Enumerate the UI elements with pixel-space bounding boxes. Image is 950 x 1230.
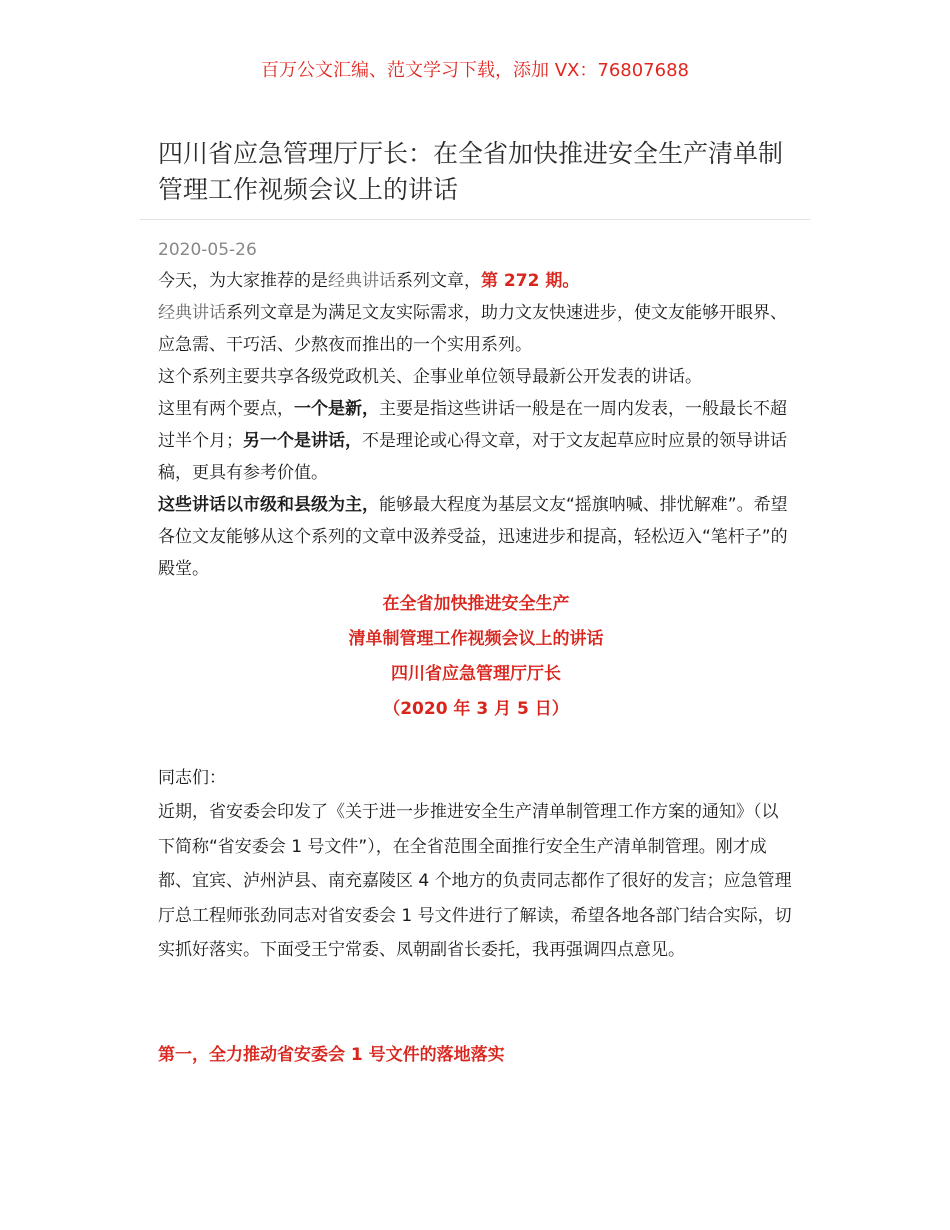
intro-paragraph-5 <box>158 489 794 585</box>
article-body <box>158 265 794 968</box>
key-point: 另一个是讲话， <box>243 431 362 451</box>
intro-text: 这里有两个要点， <box>158 399 294 419</box>
section-heading-1: 第一，全力推动省安委会 1 号文件的落地落实 <box>158 1045 505 1065</box>
key-point: 这些讲话以市级和县级为主， <box>158 495 379 515</box>
intro-text: 系列文章是为满足文友实际需求，助力文友快速进步，使文友能够开眼界、应急需、干巧活、少熬夜而推出的一个实用系列。 <box>158 303 787 355</box>
speech-heading <box>158 587 794 727</box>
series-name: 经典讲话 <box>328 271 396 291</box>
speech-title-line: 清单制管理工作视频会议上的讲话 <box>348 629 604 649</box>
intro-text: 主要是指这些讲话一般是在一周内发表，一般最长不超过半个月； <box>158 399 787 451</box>
speech-date: （2020 年 3 月 5 日） <box>383 699 569 719</box>
article-title: 四川省应急管理厅厅长：在全省加快推进安全生产清单制管理工作视频会议上的讲话 <box>158 139 784 204</box>
intro-paragraph-4 <box>158 393 794 489</box>
speech-paragraph-1: 近期，省安委会印发了《关于进一步推进安全生产清单制管理工作方案的通知》（以下简称“省安委会 1 号文件”），在全省范围全面推行安全生产清单制管理。刚才成都、宜宾、泸州泸县、南充嘉陵区 4 个地方的负责同志都作了很好的发言；应急管理厅总工程师张劲同志对省安委会 1 号文件进行了解读，希望各地各部门结合实际，切实抓好落实。下面受王宁常委、凤朝副省长委托，我再强调四点意见。 <box>158 802 792 960</box>
speech-speaker: 四川省应急管理厅厅长 <box>391 664 561 684</box>
intro-text: 能够最大程度为基层文友“摇旗呐喊、排忧解难”。希望各位文友能够从这个系列的文章中汲养受益，迅速进步和提高，轻松迈入“笔杆子”的殿堂。 <box>158 495 788 579</box>
intro-text: 系列文章， <box>396 271 481 291</box>
publish-date: 2020-05-26 <box>158 240 257 260</box>
series-name: 经典讲话 <box>158 303 226 323</box>
speech-greeting: 同志们： <box>158 768 226 788</box>
title-divider <box>140 219 810 220</box>
intro-text: 不是理论或心得文章，对于文友起草应时应景的领导讲话稿，更具有参考价值。 <box>158 431 787 483</box>
intro-paragraph-3: 这个系列主要共享各级党政机关、企事业单位领导最新公开发表的讲话。 <box>158 367 702 387</box>
key-point: 一个是新， <box>294 399 379 419</box>
promo-banner: 百万公文汇编、范文学习下载，添加 VX：76807688 <box>261 60 689 81</box>
issue-number: 第 272 期。 <box>481 271 580 291</box>
intro-paragraph-2 <box>158 297 794 361</box>
speech-title-line: 在全省加快推进安全生产 <box>382 594 570 614</box>
intro-paragraph-1 <box>158 265 794 297</box>
intro-text: 今天，为大家推荐的是 <box>158 271 328 291</box>
